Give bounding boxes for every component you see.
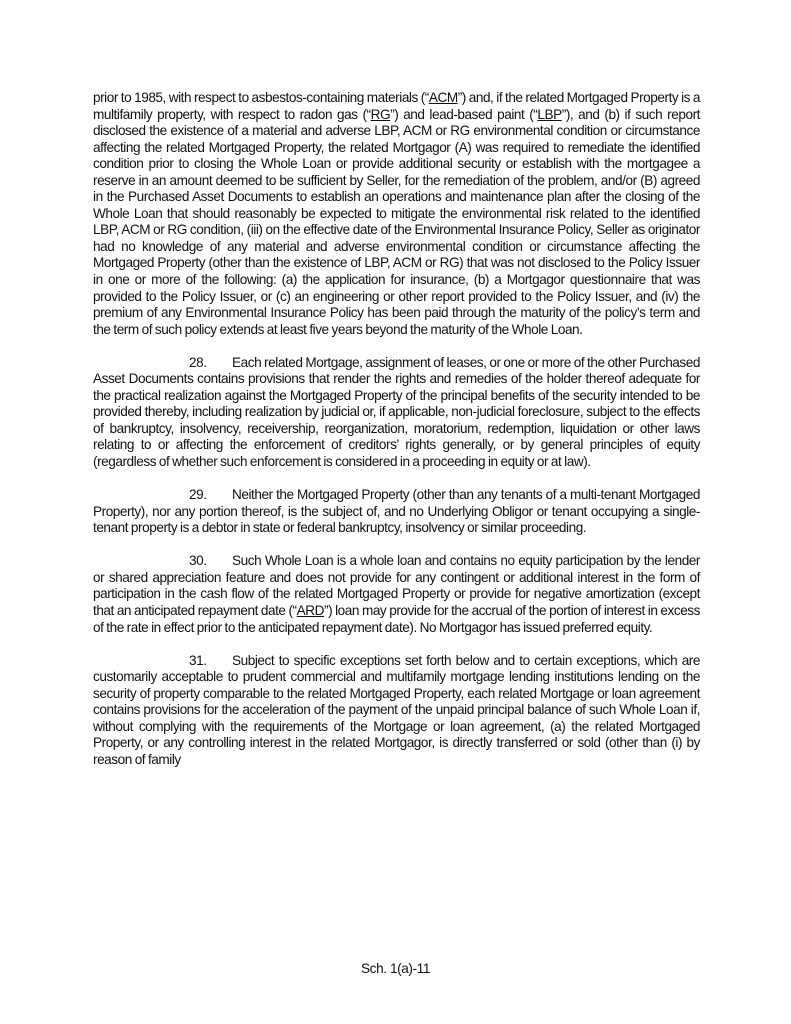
paragraph-number: 31. <box>189 652 207 668</box>
paragraph-text: prior to 1985, with respect to asbestos-containing materials (“ <box>93 90 429 105</box>
paragraph-text: Such Whole Loan is a whole loan and contains no equity participation by the lender or shared appreciation feature and does not provide for any contingent or additional interest in the form of participation in the cash flow of the related Mortgaged Property or provide for negative amortization (except that an anticipated repayment date (“ <box>93 553 700 618</box>
paragraph-number: 30. <box>189 553 207 569</box>
paragraph-number: 29. <box>189 487 207 503</box>
paragraph-number: 28. <box>189 354 207 370</box>
defined-term: ARD <box>296 602 324 618</box>
paragraph-text: ”) and, if the related Mortgaged Property is a multifamily property, with respect to radon gas (“ <box>93 90 700 122</box>
paragraph-text: ”) and lead-based paint (“ <box>390 106 538 122</box>
paragraph-31 <box>93 653 700 769</box>
paragraph-text: Neither the Mortgaged Property (other than any tenants of a multi-tenant Mortgaged Property), nor any portion thereof, is the subject of, and no Underlying Obligor or tenant occupying a single-tenant property is a debtor in state or federal bankruptcy, insolvency or similar proceeding. <box>93 487 700 536</box>
paragraph-30 <box>93 553 700 636</box>
paragraph-28 <box>93 355 700 471</box>
paragraph-text: Subject to specific exceptions set forth below and to certain exceptions, which are customarily acceptable to prudent commercial and multifamily mortgage lending institutions lending on the security of property comparable to the related Mortgaged Property, each related Mortgage or loan agreement contains provisions for the acceleration of the payment of the unpaid principal balance of such Whole Loan if, without complying with the requirements of the Mortgage or loan agreement, (a) the related Mortgaged Property, or any controlling interest in the related Mortgagor, is directly transferred or sold (other than (i) by reason of family <box>93 652 700 767</box>
paragraph-29 <box>93 487 700 537</box>
document-page <box>93 90 700 785</box>
paragraph-text: ”), and (b) if such report disclosed the existence of a material and adverse LBP, ACM or RG environmental condition or circumstance affecting the related Mortgaged Property, the related Mortgagor (A) was required to remediate the identified condition prior to closing the Whole Loan or provide additional security or establish with the mortgagee a reserve in an amount deemed to be sufficient by Seller, for the remediation of the problem, and/or (B) agreed in the Purchased Asset Documents to establish an operations and maintenance plan after the closing of the Whole Loan that should reasonably be expected to mitigate the environmental risk related to the identified LBP, ACM or RG condition, (iii) on the effective date of the Environmental Insurance Policy, Seller as originator had no knowledge of any material and adverse environmental condition or circumstance affecting the Mortgaged Property (other than the existence of LBP, ACM or RG) that was not disclosed to the Policy Issuer in one or more of the following: (a) the application for insurance, (b) a Mortgagor questionnaire that was provided to the Policy Issuer, or (c) an engineering or other report provided to the Policy Issuer, and (iv) the premium of any Environmental Insurance Policy has been paid through the maturity of the policy’s term and the term of such policy extends at least five years beyond the maturity of the Whole Loan. <box>93 106 700 337</box>
defined-term: RG <box>370 106 391 122</box>
paragraph-text: ”) loan may provide for the accrual of the portion of interest in excess of the rate in effect prior to the anticipated repayment date). No Mortgagor has issued preferred equity. <box>93 602 700 635</box>
paragraph-continued <box>93 90 700 338</box>
page-footer: Sch. 1(a)-11 <box>361 961 430 976</box>
paragraph-text: Each related Mortgage, assignment of leases, or one or more of the other Purchased Asset Documents contains provisions that render the rights and remedies of the holder thereof adequate for the practical realization against the Mortgaged Property of the principal benefits of the security intended to be provided thereby, including realization by judicial or, if applicable, non-judicial foreclosure, subject to the effects of bankruptcy, insolvency, receivership, reorganization, moratorium, redemption, liquidation or other laws relating to or affecting the enforcement of creditors’ rights generally, or by general principles of equity (regardless of whether such enforcement is considered in a proceeding in equity or at law). <box>93 354 700 470</box>
defined-term: LBP <box>537 106 562 122</box>
defined-term: ACM <box>428 90 458 105</box>
